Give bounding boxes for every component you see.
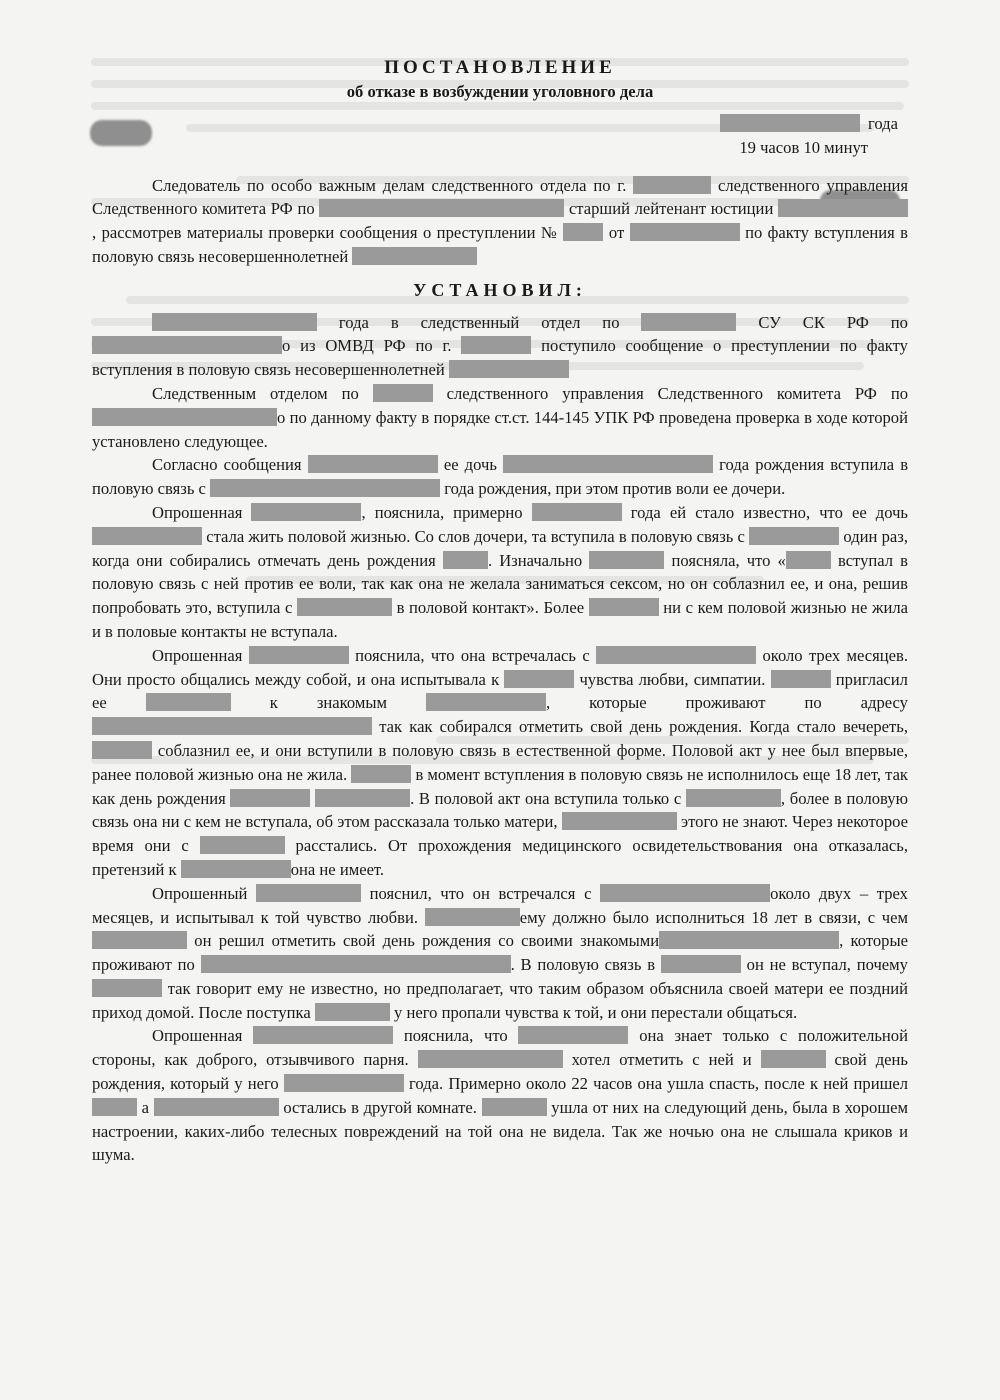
redacted — [146, 693, 231, 711]
redacted — [152, 313, 317, 331]
redacted — [253, 1026, 393, 1044]
redacted — [661, 955, 741, 973]
document-title: ПОСТАНОВЛЕНИЕ — [384, 57, 616, 78]
redacted — [418, 1050, 563, 1068]
redacted — [504, 670, 574, 688]
intro-paragraph — [92, 174, 908, 269]
redacted — [600, 884, 770, 902]
redacted — [482, 1098, 547, 1116]
redacted — [256, 884, 361, 902]
p4-text-4: стала жить половой жизнью. Со слов дочери, та вступила в половую связь с — [206, 526, 745, 546]
p5-text-4: чувства любви, симпатии. — [579, 669, 766, 689]
p2-text-3: о по данному факту в порядке ст.ст. 144-145 УПК РФ проведена проверка в ходе которой установлено следующее. — [92, 407, 908, 451]
paragraph-3 — [92, 453, 908, 501]
p4-text-3: года ей стало известно, что ее дочь — [630, 502, 908, 522]
paragraph-1 — [92, 311, 908, 382]
p5-text-1: Опрошенная — [152, 645, 243, 665]
redacted — [92, 979, 162, 997]
redacted — [92, 408, 277, 426]
redacted — [181, 860, 291, 878]
p3-text-3: года рождения вступила в половую связь с — [92, 455, 909, 499]
p7-text-8: остались в другой комнате. — [283, 1097, 477, 1117]
p6-text-8: он не вступал, почему — [746, 955, 908, 975]
redacted — [200, 836, 285, 854]
redacted — [589, 598, 659, 616]
redacted — [532, 503, 622, 521]
p6-text-5: он решил отметить свой день рождения со своими знакомыми — [194, 931, 660, 951]
date-suffix: года — [867, 113, 898, 133]
p5-text-7: , которые проживают по адресу — [546, 693, 908, 713]
p1-text-2: СУ СК РФ по — [758, 312, 908, 332]
redacted-number — [563, 223, 603, 241]
p4-text-1: Опрошенная — [152, 502, 243, 522]
p3-text-1: Согласно сообщения — [152, 455, 302, 475]
redacted — [426, 693, 546, 711]
redacted — [589, 551, 664, 569]
intro-text-5: от — [608, 223, 625, 243]
p5-text-10: в момент вступления в половую связь не исполнилось еще 18 лет, так как день рождения — [92, 764, 908, 808]
paragraph-7 — [92, 1024, 908, 1167]
redacted — [443, 551, 488, 569]
p7-text-6: года. Примерно около 22 часов она ушла спасть, после к ней пришел — [409, 1074, 908, 1094]
redacted — [315, 789, 410, 807]
redacted — [761, 1050, 826, 1068]
redacted — [92, 931, 187, 949]
p5-text-5: пригласил ее — [92, 669, 908, 713]
p7-text-3: она знает только с положительной стороны, как доброго, отзывчивого парня. — [92, 1026, 908, 1070]
redacted-city — [633, 176, 711, 194]
redacted — [562, 812, 677, 830]
p7-text-7: а — [141, 1097, 150, 1117]
p4-text-5: один раз, когда они собирались отмечать день рождения — [92, 526, 908, 570]
intro-text-2: следственного управления Следственного комитета РФ по — [92, 175, 909, 219]
p1-text-4: поступило сообщение о преступлении по факту вступления в половую связь несовершеннолетней — [92, 336, 908, 380]
redacted — [92, 1098, 137, 1116]
redacted — [92, 717, 372, 735]
p5-text-9: соблазнил ее, и они вступили в половую связь в естественной форме. Половой акт у нее был впервые, ранее половой жизнью она не жила. — [92, 740, 908, 784]
redacted — [373, 384, 433, 402]
paragraph-4 — [92, 501, 908, 644]
redacted — [92, 336, 282, 354]
p5-text-14: расстались. От прохождения медицинского освидетельствования она отказалась, претензий к — [92, 836, 908, 879]
p6-text-1: Опрошенный — [152, 883, 248, 903]
redacted — [641, 313, 736, 331]
p4-text-6: . Изначально — [487, 550, 583, 570]
p3-text-2: ее дочь — [443, 455, 497, 475]
p7-text-5: свой день рождения, который у него — [92, 1050, 908, 1094]
p6-text-3: около двух – трех месяцев, и испытывал к той чувство любви. — [92, 883, 908, 927]
p6-text-7: . В половую связь в — [510, 955, 656, 975]
p5-text-15: она не имеет. — [290, 859, 385, 879]
redacted — [518, 1026, 628, 1044]
redacted — [210, 479, 440, 497]
p7-text-2: пояснила, что — [403, 1026, 508, 1046]
p7-text-4: хотел отметить с ней и — [571, 1050, 752, 1070]
p5-text-8: так как собирался отметить свой день рождения. Когда стало вечереть, — [379, 717, 908, 737]
redacted — [503, 455, 713, 473]
p5-text-6: к знакомым — [269, 693, 387, 713]
redacted — [351, 765, 411, 783]
redacted — [771, 670, 831, 688]
p4-text-2: , пояснила, примерно — [361, 502, 523, 522]
p3-text-4: года рождения, при этом против воли ее дочери. — [444, 479, 786, 499]
section-heading: УСТАНОВИЛ: — [413, 279, 587, 300]
redacted — [749, 527, 839, 545]
p7-text-1: Опрошенная — [152, 1026, 243, 1046]
p6-text-2: пояснил, что он встречался с — [369, 883, 592, 903]
redacted — [596, 646, 756, 664]
redacted — [92, 741, 152, 759]
redacted — [659, 931, 839, 949]
p6-text-10: у него пропали чувства к той, и они перестали общаться. — [394, 1002, 798, 1022]
p7-text-9: ушла от них на следующий день, была в хорошем настроении, каких-либо телесных повреждений на той она не видела. Так же ночью она не слышала криков и шума. — [92, 1097, 908, 1165]
document-subtitle: об отказе в возбуждении уголовного дела — [346, 82, 654, 101]
p5-text-11: . В половой акт она вступила только с — [410, 788, 682, 808]
p5-text-2: пояснила, что она встречалась с — [355, 645, 590, 665]
p6-text-6: , которые проживают по — [92, 931, 908, 975]
intro-text-6: по факту вступления в половую связь несовершеннолетней — [92, 223, 908, 266]
redacted-name — [352, 247, 477, 265]
redacted — [686, 789, 781, 807]
intro-text-1: Следователь по особо важным делам следственного отдела по г. — [152, 175, 627, 195]
p1-text-3: о из ОМВД РФ по г. — [282, 336, 452, 356]
redacted-date-2 — [630, 223, 740, 241]
p1-text-1: года в следственный отдел по — [338, 312, 620, 332]
redacted — [230, 789, 310, 807]
p4-text-7: поясняла, что « — [671, 550, 786, 570]
p2-text-2: следственного управления Следственного комитета РФ по — [446, 383, 908, 403]
redacted — [786, 551, 831, 569]
redacted-region — [319, 199, 564, 217]
p4-text-8: вступал в половую связь с ней против ее воли, так как она не желала заниматься сексом, но он соблазнил ее, и она, решив попробовать это, вступила с — [92, 550, 909, 618]
p6-text-4: ему должно было исполниться 18 лет в связи, с чем — [519, 907, 908, 927]
redacted — [284, 1074, 404, 1092]
redacted — [92, 527, 202, 545]
redacted — [308, 455, 438, 473]
date-line — [92, 112, 908, 136]
p4-text-9: в половой контакт». Более — [396, 598, 585, 618]
redacted — [425, 908, 520, 926]
p2-text-1: Следственным отделом по — [152, 383, 359, 403]
paragraph-2 — [92, 382, 908, 453]
paragraph-6 — [92, 882, 908, 1025]
p4-text-10: ни с кем половой жизнью не жила и в половые контакты не вступала. — [92, 598, 908, 641]
redacted — [315, 1003, 390, 1021]
redacted-date — [720, 114, 860, 132]
redacted — [461, 336, 531, 354]
redacted — [201, 955, 511, 973]
redacted — [154, 1098, 279, 1116]
intro-text-4: , рассмотрев материалы проверки сообщения о преступлении № — [92, 223, 559, 243]
p6-text-9: так говорит ему не известно, но предполагает, что таким образом объяснила своей матери ее поздний приход домой. После поступка — [92, 978, 908, 1022]
intro-text-3: старший лейтенант юстиции — [568, 199, 774, 219]
redacted — [449, 360, 569, 378]
redacted — [249, 646, 349, 664]
redacted-investigator — [778, 199, 908, 217]
paragraph-5 — [92, 644, 908, 882]
document-body — [92, 56, 908, 1167]
p5-text-12: , более в половую связь она ни с кем не вступала, об этом рассказала только матери, — [92, 788, 908, 832]
redacted — [251, 503, 361, 521]
p5-text-3: около трех месяцев. Они просто общались между собой, и она испытывала к — [92, 645, 909, 689]
redacted — [297, 598, 392, 616]
p5-text-13: этого не знают. Через некоторое время они с — [92, 812, 908, 856]
time-line: 19 часов 10 минут — [739, 137, 868, 157]
